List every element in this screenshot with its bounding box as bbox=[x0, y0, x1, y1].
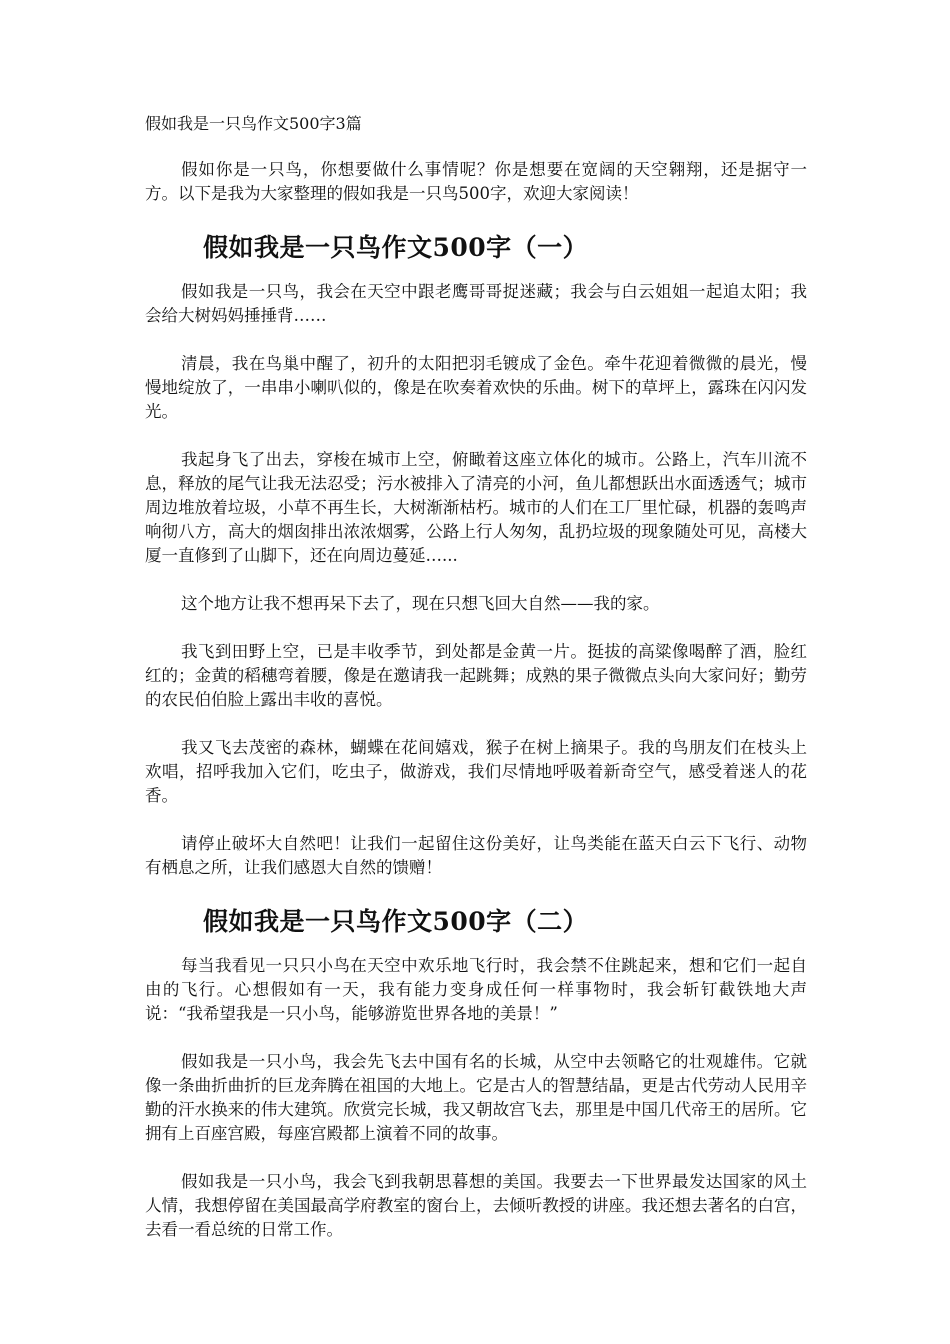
section-1-paragraph-7: 请停止破坏大自然吧！让我们一起留住这份美好，让鸟类能在蓝天白云下飞行、动物有栖息之所，让我们感恩大自然的馈赠！ bbox=[145, 834, 807, 877]
section-1-paragraph-5: 我飞到田野上空，已是丰收季节，到处都是金黄一片。挺拔的高粱像喝醉了酒，脸红红的；金黄的稻穗弯着腰，像是在邀请我一起跳舞；成熟的果子微微点头向大家问好；勤劳的农民伯伯脸上露出丰收的喜悦。 bbox=[145, 642, 807, 709]
document-title: 假如我是一只鸟作文500字3篇 bbox=[145, 114, 362, 133]
section-1-paragraph-2: 清晨，我在鸟巢中醒了，初升的太阳把羽毛镀成了金色。牵牛花迎着微微的晨光，慢慢地绽放了，一串串小喇叭似的，像是在吹奏着欢快的乐曲。树下的草坪上，露珠在闪闪发光。 bbox=[145, 354, 807, 421]
document-page bbox=[145, 112, 807, 1266]
section-2-paragraph-2: 假如我是一只小鸟，我会先飞去中国有名的长城，从空中去领略它的壮观雄伟。它就像一条曲折曲折的巨龙奔腾在祖国的大地上。它是古人的智慧结晶，更是古代劳动人民用辛勤的汗水换来的伟大建筑。欣赏完长城，我又朝故宫飞去，那里是中国几代帝王的居所。它拥有上百座宫殿，每座宫殿都上演着不同的故事。 bbox=[145, 1052, 807, 1143]
section-1-paragraph-3: 我起身飞了出去，穿梭在城市上空，俯瞰着这座立体化的城市。公路上，汽车川流不息，释放的尾气让我无法忍受；污水被排入了清亮的小河，鱼儿都想跃出水面透透气；城市周边堆放着垃圾，小草不再生长，大树渐渐枯朽。城市的人们在工厂里忙碌，机器的轰鸣声响彻八方，高大的烟囱排出浓浓烟雾，公路上行人匆匆，乱扔垃圾的现象随处可见，高楼大厦一直修到了山脚下，还在向周边蔓延…... bbox=[145, 450, 807, 565]
section-1-paragraph-1: 假如我是一只鸟，我会在天空中跟老鹰哥哥捉迷藏；我会与白云姐姐一起追太阳；我会给大树妈妈捶捶背…… bbox=[145, 282, 807, 325]
section-2-paragraph-1: 每当我看见一只只小鸟在天空中欢乐地飞行时，我会禁不住跳起来，想和它们一起自由的飞行。心想假如有一天，我有能力变身成任何一样事物时，我会斩钉截铁地大声说：“我希望我是一只小鸟，能够游览世界各地的美景！” bbox=[145, 956, 807, 1023]
section-1-paragraph-4: 这个地方让我不想再呆下去了，现在只想飞回大自然——我的家。 bbox=[181, 594, 660, 613]
section-heading-1: 假如我是一只鸟作文500字（一） bbox=[203, 233, 589, 262]
section-heading-2: 假如我是一只鸟作文500字（二） bbox=[203, 907, 589, 936]
section-2-paragraph-3: 假如我是一只小鸟，我会飞到我朝思暮想的美国。我要去一下世界最发达国家的风土人情，我想停留在美国最高学府教室的窗台上，去倾听教授的讲座。我还想去著名的白宫，去看一看总统的日常工作。 bbox=[145, 1172, 807, 1239]
intro-paragraph: 假如你是一只鸟，你想要做什么事情呢？你是想要在宽阔的天空翱翔，还是据守一方。以下是我为大家整理的假如我是一只鸟500字，欢迎大家阅读！ bbox=[145, 160, 807, 203]
section-1-paragraph-6: 我又飞去茂密的森林，蝴蝶在花间嬉戏，猴子在树上摘果子。我的鸟朋友们在枝头上欢唱，招呼我加入它们，吃虫子，做游戏，我们尽情地呼吸着新奇空气，感受着迷人的花香。 bbox=[145, 738, 807, 805]
